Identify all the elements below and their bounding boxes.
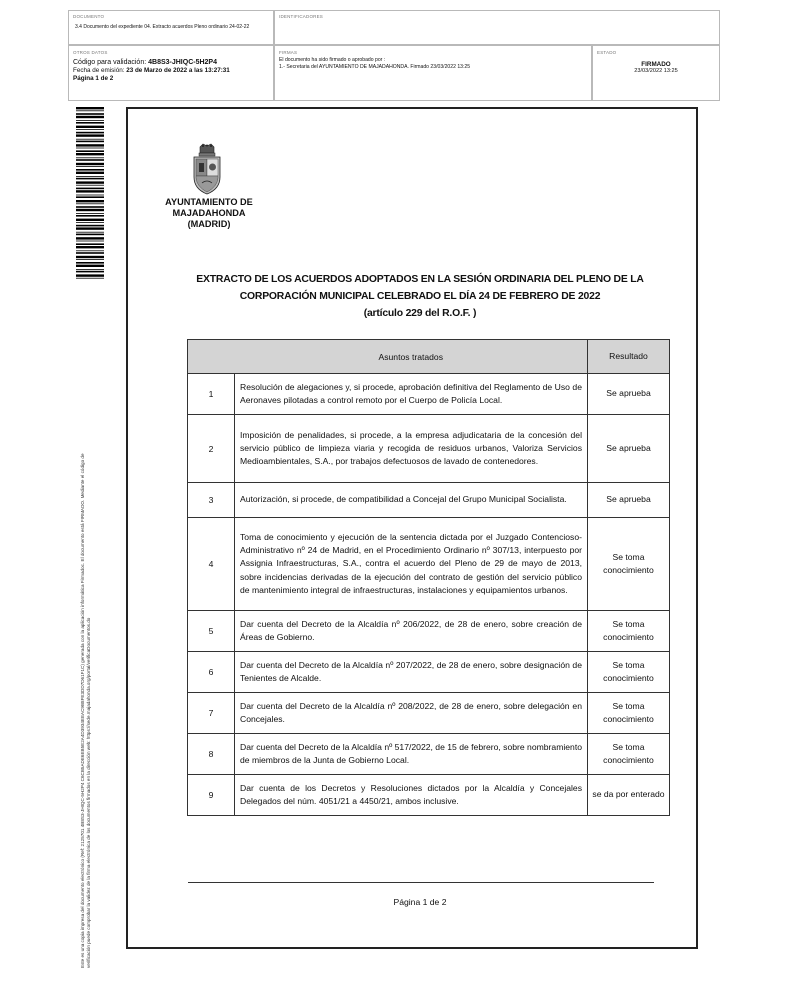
row-result: Se aprueba <box>588 483 670 518</box>
barcode-bar <box>76 176 104 177</box>
barcode-bar <box>76 126 104 128</box>
table-row <box>188 374 670 415</box>
barcode-bar <box>76 265 104 267</box>
barcode-bar <box>76 169 104 171</box>
row-result: Se toma conocimiento <box>588 734 670 775</box>
row-result: se da por enterado <box>588 775 670 816</box>
identifiers-label: IDENTIFICADORES <box>279 14 324 19</box>
validation-code: 4B8S3-JHIQC-5H2P4 <box>148 59 217 66</box>
table-row <box>188 518 670 611</box>
title-line-3: (artículo 229 del R.O.F. ) <box>363 308 477 319</box>
row-number: 7 <box>188 693 235 734</box>
barcode-bar <box>76 153 104 155</box>
table-row <box>188 693 670 734</box>
barcode-bar <box>76 122 104 124</box>
coat-of-arms-icon <box>190 143 224 196</box>
header-asuntos: Asuntos tratados <box>235 340 588 374</box>
footer-rule <box>188 882 654 883</box>
barcode-bar <box>76 259 104 260</box>
barcode-bar <box>76 172 104 174</box>
barcode <box>76 107 104 279</box>
signatures-box <box>274 45 592 101</box>
page-number: Página 1 de 2 <box>393 897 447 907</box>
organization-line-1: AYUNTAMIENTO DE <box>165 197 253 207</box>
barcode-bar <box>76 150 104 152</box>
validation-code-label: Código para validación: <box>73 59 147 66</box>
verification-side-text <box>80 308 92 968</box>
other-data-box <box>68 45 274 101</box>
barcode-bar <box>76 196 104 198</box>
organization-line-3: (MADRID) <box>187 219 231 229</box>
signatures-line-2: 1.- Secretaria del AYUNTAMIENTO DE MAJADAHONDA. Firmado 23/03/2022 13:25 <box>279 64 471 70</box>
barcode-bar <box>76 222 104 223</box>
status-date: 23/03/2022 13:25 <box>634 68 678 74</box>
row-number: 4 <box>188 518 235 611</box>
barcode-bar <box>76 188 104 190</box>
barcode-bar <box>76 227 104 229</box>
barcode-bar <box>76 200 104 202</box>
organization-line-2: MAJADAHONDA <box>172 208 246 218</box>
row-description: Dar cuenta del Decreto de la Alcaldía nº 207/2022, de 28 de enero, sobre designación de Tenientes de Alcalde. <box>235 652 588 693</box>
other-data-label: OTROS DATOS <box>73 50 108 55</box>
signatures-label: FIRMAS <box>279 50 298 55</box>
barcode-bar <box>76 250 104 251</box>
signatures-text <box>279 57 587 71</box>
barcode-bar <box>76 278 104 279</box>
row-description: Dar cuenta del Decreto de la Alcaldía nº 208/2022, de 28 de enero, sobre delegación en Concejales. <box>235 693 588 734</box>
row-number: 5 <box>188 611 235 652</box>
barcode-bar <box>76 181 104 183</box>
table-row <box>188 483 670 518</box>
barcode-bar <box>76 139 104 140</box>
barcode-bar <box>76 206 104 208</box>
barcode-bar <box>76 148 104 149</box>
table-row <box>188 611 670 652</box>
document-label: DOCUMENTO <box>73 14 105 19</box>
barcode-bar <box>76 237 104 239</box>
document-name: 3.4 Documento del expediente 04. Extracto acuerdos Pleno ordinario 24-02-22 <box>75 24 250 30</box>
barcode-bar <box>76 225 104 227</box>
organization-name <box>150 197 268 230</box>
issue-date: 23 de Marzo de 2022 a las 13:27:31 <box>126 67 230 74</box>
barcode-bar <box>76 269 104 270</box>
row-number: 2 <box>188 415 235 483</box>
barcode-bar <box>76 252 104 254</box>
barcode-bar <box>76 246 104 248</box>
validation-code-line <box>73 59 269 67</box>
page-info: Página 1 de 2 <box>73 74 114 82</box>
row-result: Se toma conocimiento <box>588 693 670 734</box>
barcode-bar <box>76 219 104 221</box>
table-row <box>188 775 670 816</box>
barcode-bar <box>76 271 104 273</box>
row-number: 9 <box>188 775 235 816</box>
barcode-bar <box>76 232 104 233</box>
barcode-bar <box>76 178 104 180</box>
row-description: Dar cuenta del Decreto de la Alcaldía nº 206/2022, de 28 de enero, sobre creación de Áreas de Gobierno. <box>235 611 588 652</box>
barcode-bar <box>76 195 104 196</box>
row-number: 1 <box>188 374 235 415</box>
row-result: Se aprueba <box>588 415 670 483</box>
identifiers-box <box>274 10 720 45</box>
status-label: ESTADO <box>597 50 617 55</box>
issue-date-line <box>73 67 269 75</box>
barcode-bar <box>76 144 104 146</box>
barcode-bar <box>76 116 104 118</box>
barcode-bar <box>76 234 104 236</box>
barcode-bar <box>76 107 104 109</box>
row-number: 3 <box>188 483 235 518</box>
side-text-line-1: Este es una copia impresa del documento electrónico (Ref: 2125701 4B8S3-JHIQC-5H2P4 C6CB5ADE6EB5E2A4D3934EEAC9B8FE3DD7D61F1C) generada con la aplicación informática Firmadoc. El documento está FIRMADO. Mediante el código de <box>80 453 85 968</box>
barcode-bar <box>76 203 104 204</box>
barcode-bar <box>76 262 104 264</box>
table-row <box>188 652 670 693</box>
barcode-bar <box>76 274 104 276</box>
barcode-bar <box>76 132 104 134</box>
barcode-bar <box>76 256 104 258</box>
row-result: Se toma conocimiento <box>588 611 670 652</box>
barcode-bar <box>76 129 104 130</box>
table-row <box>188 734 670 775</box>
row-description: Dar cuenta de los Decretos y Resoluciones dictados por la Alcaldía y Concejales Delegados del núm. 4051/21 a 4450/21, ambos inclusive. <box>235 775 588 816</box>
barcode-bar <box>76 209 104 211</box>
row-result: Se aprueba <box>588 374 670 415</box>
row-result: Se toma conocimiento <box>588 652 670 693</box>
barcode-bar <box>76 163 104 165</box>
barcode-bar <box>76 241 104 242</box>
side-text-line-2: verificación puede comprobar la validez de la firma electrónica de los documentos firmados en la dirección web: https://sede.majadahonda.org/portal/verificaDocumentos.do <box>86 617 91 968</box>
table-row <box>188 415 670 483</box>
row-number: 8 <box>188 734 235 775</box>
document-title <box>180 271 660 322</box>
table-header-row <box>188 340 670 374</box>
title-line-2: CORPORACIÓN MUNICIPAL CELEBRADO EL DÍA 24 DE FEBRERO DE 2022 <box>239 291 601 302</box>
title-line-1: EXTRACTO DE LOS ACUERDOS ADOPTADOS EN LA SESIÓN ORDINARIA DEL PLENO DE LA <box>196 274 644 285</box>
row-description: Autorización, si procede, de compatibilidad a Concejal del Grupo Municipal Socialista. <box>235 483 588 518</box>
header-resultado: Resultado <box>588 340 670 374</box>
row-description: Toma de conocimiento y ejecución de la sentencia dictada por el Juzgado Contencioso-Administrativo nº 24 de Madrid, en el Procedimiento Ordinario nº 307/13, interpuesto por Assignia Infraestructuras, S.A., contra el acuerdo del Pleno de 29 de mayo de 2013, sobre incidencias derivadas de la ejecución del contrato de gestión del servicio público de mantenimiento integral de infraestructuras, instalaciones y equipamientos urbanos. <box>235 518 588 611</box>
issue-date-label: Fecha de emisión: <box>73 67 125 74</box>
row-description: Dar cuenta del Decreto de la Alcaldía nº 517/2022, de 15 de febrero, sobre nombramiento de miembros de la Junta de Gobierno Local. <box>235 734 588 775</box>
barcode-bar <box>76 134 104 136</box>
document-box <box>68 10 274 45</box>
row-description: Resolución de alegaciones y, si procede, aprobación definitiva del Reglamento de Uso de Aeronaves pilotadas a control remoto por el Cuerpo de Policía Local. <box>235 374 588 415</box>
barcode-bar <box>76 166 104 167</box>
barcode-bar <box>76 159 104 161</box>
row-description: Imposición de penalidades, si procede, a la empresa adjudicataria de la concesión del servicio público de limpieza viaria y recogida de residuos urbanos, Valoriza Servicios Medioambientales, S.A., por trabajos defectuosos de lavado de contenedores. <box>235 415 588 483</box>
barcode-bar <box>76 215 104 217</box>
row-result: Se toma conocimiento <box>588 518 670 611</box>
barcode-bar <box>76 190 104 192</box>
status-value: FIRMADO <box>641 61 671 68</box>
barcode-bar <box>76 213 104 214</box>
barcode-bar <box>76 113 104 115</box>
barcode-bar <box>76 157 104 158</box>
agreements-table <box>187 339 670 816</box>
signatures-line-1: El documento ha sido firmado o aprobado por : <box>279 57 386 63</box>
barcode-bar <box>76 110 104 111</box>
barcode-bar <box>76 141 104 143</box>
barcode-bar <box>76 243 104 245</box>
barcode-bar <box>76 185 104 186</box>
row-number: 6 <box>188 652 235 693</box>
barcode-bar <box>76 120 104 121</box>
status-box <box>592 45 720 101</box>
header-number-cell <box>188 340 235 374</box>
